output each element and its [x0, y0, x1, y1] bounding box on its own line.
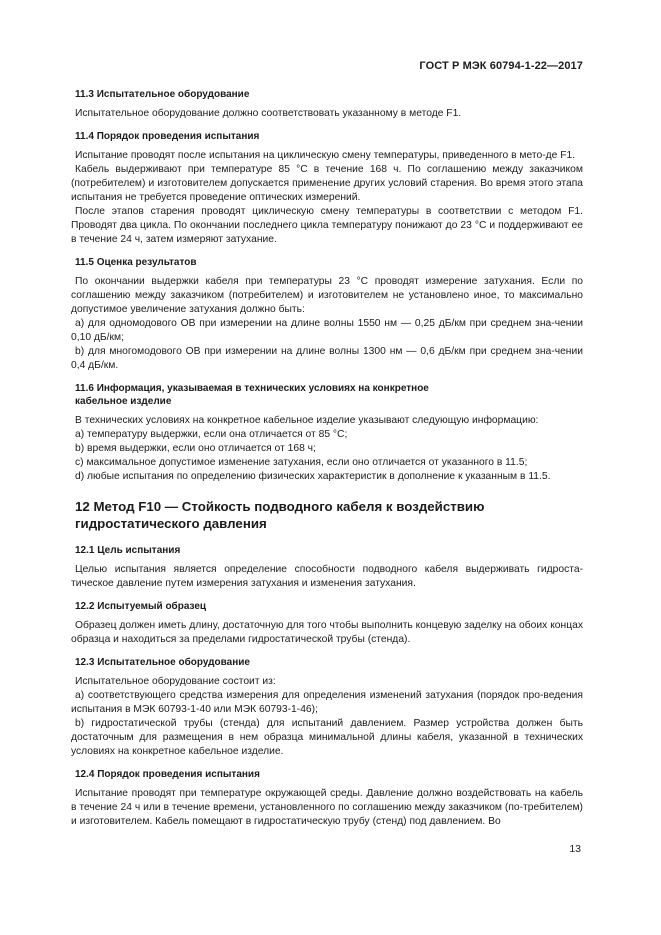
list-item: a) соответствующего средства измерения для определения изменений затухания (порядок про-ведения испытания в МЭК 60793-1-40 или МЭК 60793-1-46); — [71, 690, 583, 715]
section-12-2 — [71, 600, 583, 647]
paragraph: Испытание проводят после испытания на циклическую смену температуры, приведенного в мето-де F1. — [75, 150, 576, 161]
list-item: d) любые испытания по определению физических характеристик в дополнение к указанным в 11.5. — [75, 471, 551, 482]
section-heading: 11.5 Оценка результатов — [75, 257, 197, 268]
heading-line: 11.6 Информация, указываемая в технических условиях на конкретное — [75, 383, 429, 394]
heading-line: 12 Метод F10 — Стойкость подводного кабеля к воздействию — [75, 499, 485, 514]
section-11-4 — [71, 130, 583, 247]
paragraph: После этапов старения проводят циклическую смену температуры в соответствии с методом F1. Проводят два цикла. По окончании последнего цикла температуру понижают до 23 °C и поддерживают ее в течение 24 ч, затем измеряют затухание. — [71, 206, 583, 245]
paragraph: Образец должен иметь длину, достаточную для того чтобы выполнить концевую заделку на обоих концах образца и находиться за пределами гидростатической трубы (стенда). — [71, 620, 583, 645]
document-header: ГОСТ Р МЭК 60794-1-22—2017 — [419, 60, 583, 72]
list-item: a) температуру выдержки, если она отличается от 85 °C; — [75, 429, 348, 440]
paragraph: По окончании выдержки кабеля при температуры 23 °C проводят измерение затухания. Если по соглашению между заказчиком (потребителем) и изготовителем не установлено иное, то максимально допустимое увеличение затухания должно быть: — [71, 276, 583, 315]
section-heading: 12.1 Цель испытания — [75, 545, 181, 556]
section-heading: 11.4 Порядок проведения испытания — [75, 131, 260, 142]
list-item: b) гидростатической трубы (стенда) для испытаний давлением. Размер устройства должен быть достаточным для размещения в нем образца минимальной длины кабеля, указанной в технических условиях на конкретное кабельное изделие. — [71, 718, 583, 757]
section-heading: 12.3 Испытательное оборудование — [75, 657, 250, 668]
page-number: 13 — [569, 843, 581, 855]
chapter-heading-12 — [75, 498, 583, 532]
list-item: a) для одномодового ОВ при измерении на длине волны 1550 нм — 0,25 дБ/км при среднем зна-чении 0,10 дБ/км; — [71, 318, 583, 343]
paragraph: Целью испытания является определение способности подводного кабеля выдерживать гидроста-тическое давление путем измерения затухания и изменения затухания. — [71, 564, 583, 589]
section-12-1 — [71, 544, 583, 591]
section-12-4 — [71, 768, 583, 829]
section-11-5 — [71, 256, 583, 373]
paragraph: Кабель выдерживают при температуре 85 °C в течение 168 ч. По соглашению между заказчиком (потребителем) и изготовителем допускается применение других условий старения. Во время этого этапа испытания не требуется проведение оптических измерений. — [71, 164, 583, 203]
list-item: b) время выдержки, если оно отличается от 168 ч; — [75, 443, 316, 454]
section-12-3 — [71, 656, 583, 759]
section-heading: 12.4 Порядок проведения испытания — [75, 769, 260, 780]
section-11-3 — [75, 88, 583, 121]
list-item: c) максимальное допустимое изменение затухания, если оно отличается от указанного в 11.5; — [75, 457, 528, 468]
list-item: b) для многомодового ОВ при измерении на длине волны 1300 нм — 0,6 дБ/км при среднем зна-чении 0,4 дБ/км. — [71, 346, 583, 371]
section-heading — [75, 382, 583, 408]
section-11-6 — [75, 382, 583, 484]
section-heading: 11.3 Испытательное оборудование — [75, 89, 250, 100]
section-heading: 12.2 Испытуемый образец — [75, 601, 207, 612]
page-content — [71, 88, 583, 838]
paragraph: Испытательное оборудование должно соответствовать указанному в методе F1. — [75, 108, 462, 119]
heading-line: кабельное изделие — [75, 396, 172, 407]
paragraph: В технических условиях на конкретное кабельное изделие указывают следующую информацию: — [75, 415, 539, 426]
heading-line: гидростатического давления — [75, 516, 267, 531]
paragraph: Испытательное оборудование состоит из: — [75, 676, 276, 687]
paragraph: Испытание проводят при температуре окружающей среды. Давление должно воздействовать на кабель в течение 24 ч или в течение времени, установленного по соглашению между заказчиком (по-требителем) и изготовителем. Кабель помещают в гидростатическую трубу (стенд) под давлением. Во — [71, 788, 583, 827]
